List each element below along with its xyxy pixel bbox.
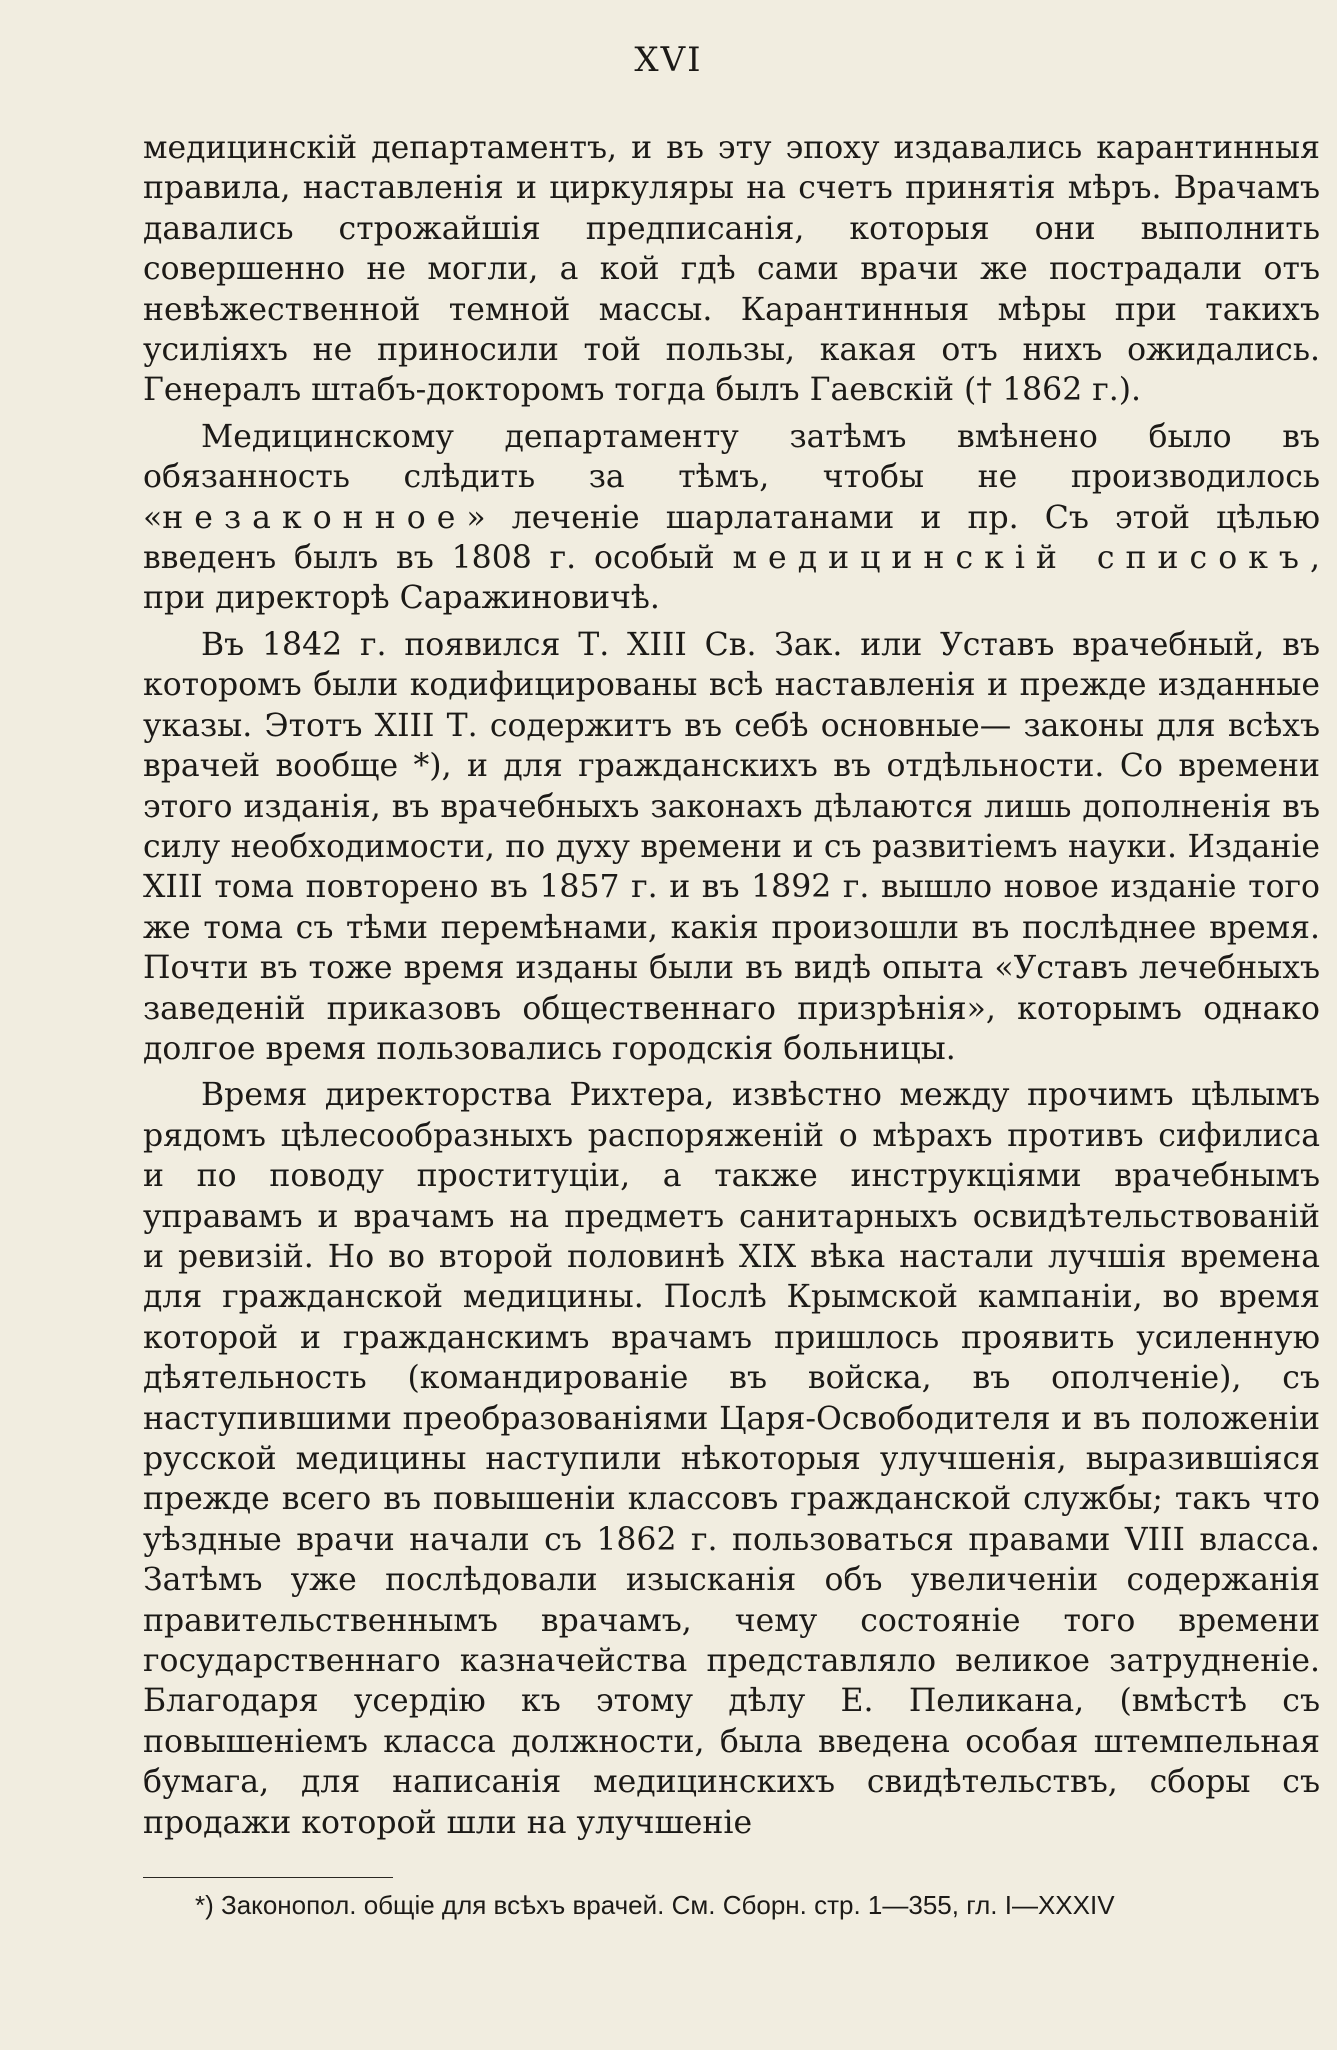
paragraph-2: [143, 417, 1320, 619]
paragraph-1: [143, 128, 1320, 411]
spaced-term-med-spisok: медицинскій списокъ: [732, 540, 1310, 577]
spaced-term-nezakonnoe: незаконное: [162, 499, 467, 536]
paragraph-2-text-b: » леченіе шарлатанами и пр. Съ этой цѣлью введенъ былъ въ 1808 г. особый: [143, 499, 1320, 577]
paragraph-4-text: Время директорства Рихтера, извѣстно между прочимъ цѣлымъ рядомъ цѣлесообразныхъ распоряженій о мѣрахъ противъ сифилиса и по поводу проституціи, а также инструкціями врачебнымъ управамъ и врачамъ на предметъ санитарныхъ освидѣтельствованій и ревизій. Но во второй половинѣ XIX вѣка настали лучшія времена для гражданской медицины. Послѣ Крымской кампаніи, во время которой и гражданскимъ врачамъ пришлось проявить усиленную дѣятельность (командированіе въ войска, въ ополченіе), съ наступившими преобразованіями Царя-Освободителя и въ положеніи русской медицины наступили нѣкоторыя улучшенія, выразившіяся прежде всего въ повышеніи классовъ гражданской службы; такъ что уѣздные врачи начали съ 1862 г. пользоваться правами VIII власса. Затѣмъ уже послѣдовали изысканія объ увеличеніи содержанія правительственнымъ врачамъ, чему состояніе того времени государственнаго казначейства представляло великое затрудненіе. Благодаря усердію къ этому дѣлу Е. Пеликана, (вмѣстѣ съ повышеніемъ класса должности, была введена особая штемпельная бумага, для написанія медицинскихъ свидѣтельствъ, сборы съ продажи которой шли на улучшеніе: [143, 1077, 1320, 1841]
paragraph-2-text-a: Медицинскому департаменту затѣмъ вмѣнено было въ обязанность слѣдить за тѣмъ, чтобы не производилось «: [143, 418, 1320, 536]
paragraph-1-text: медицинскій департаментъ, и въ эту эпоху издавались карантинныя правила, наставленія и циркуляры на счетъ принятія мѣръ. Врачамъ давались строжайшія предписанія, которыя они выполнить совершенно не могли, а кой гдѣ сами врачи же пострадали отъ невѣжественной темной массы. Карантинныя мѣры при такихъ усиліяхъ не приносили той пользы, какая отъ нихъ ожидались. Генералъ штабъ-докторомъ тогда былъ Гаевскій († 1862 г.).: [143, 130, 1320, 409]
footnote: *) Законопол. общіе для всѣхъ врачей. См. Сборн. стр. 1—355, гл. I—XXXIV: [195, 1890, 1115, 1920]
paragraph-3: [143, 625, 1320, 1069]
page-number: XVI: [634, 40, 703, 80]
body-text: [143, 128, 1320, 1849]
footnote-divider: [143, 1877, 393, 1878]
paragraph-4: [143, 1075, 1320, 1843]
paragraph-2-text-c: , при директорѣ Саражиновичѣ.: [143, 540, 1320, 617]
paragraph-3-text: Въ 1842 г. появился Т. XIII Св. Зак. или Уставъ врачебный, въ которомъ были кодифицированы всѣ наставленія и прежде изданные указы. Этотъ XIII Т. содержитъ въ себѣ основные— законы для всѣхъ врачей вообще *), и для гражданскихъ въ отдѣльности. Со времени этого изданія, въ врачебныхъ законахъ дѣлаются лишь дополненія въ силу необходимости, по духу времени и съ развитіемъ науки. Изданіе XIII тома повторено въ 1857 г. и въ 1892 г. вышло новое изданіе того же тома съ тѣми перемѣнами, какія произошли въ послѣднее время. Почти въ тоже время изданы были въ видѣ опыта «Уставъ лечебныхъ заведеній приказовъ общественнаго призрѣнія», которымъ однако долгое время пользовались городскія больницы.: [143, 626, 1320, 1067]
